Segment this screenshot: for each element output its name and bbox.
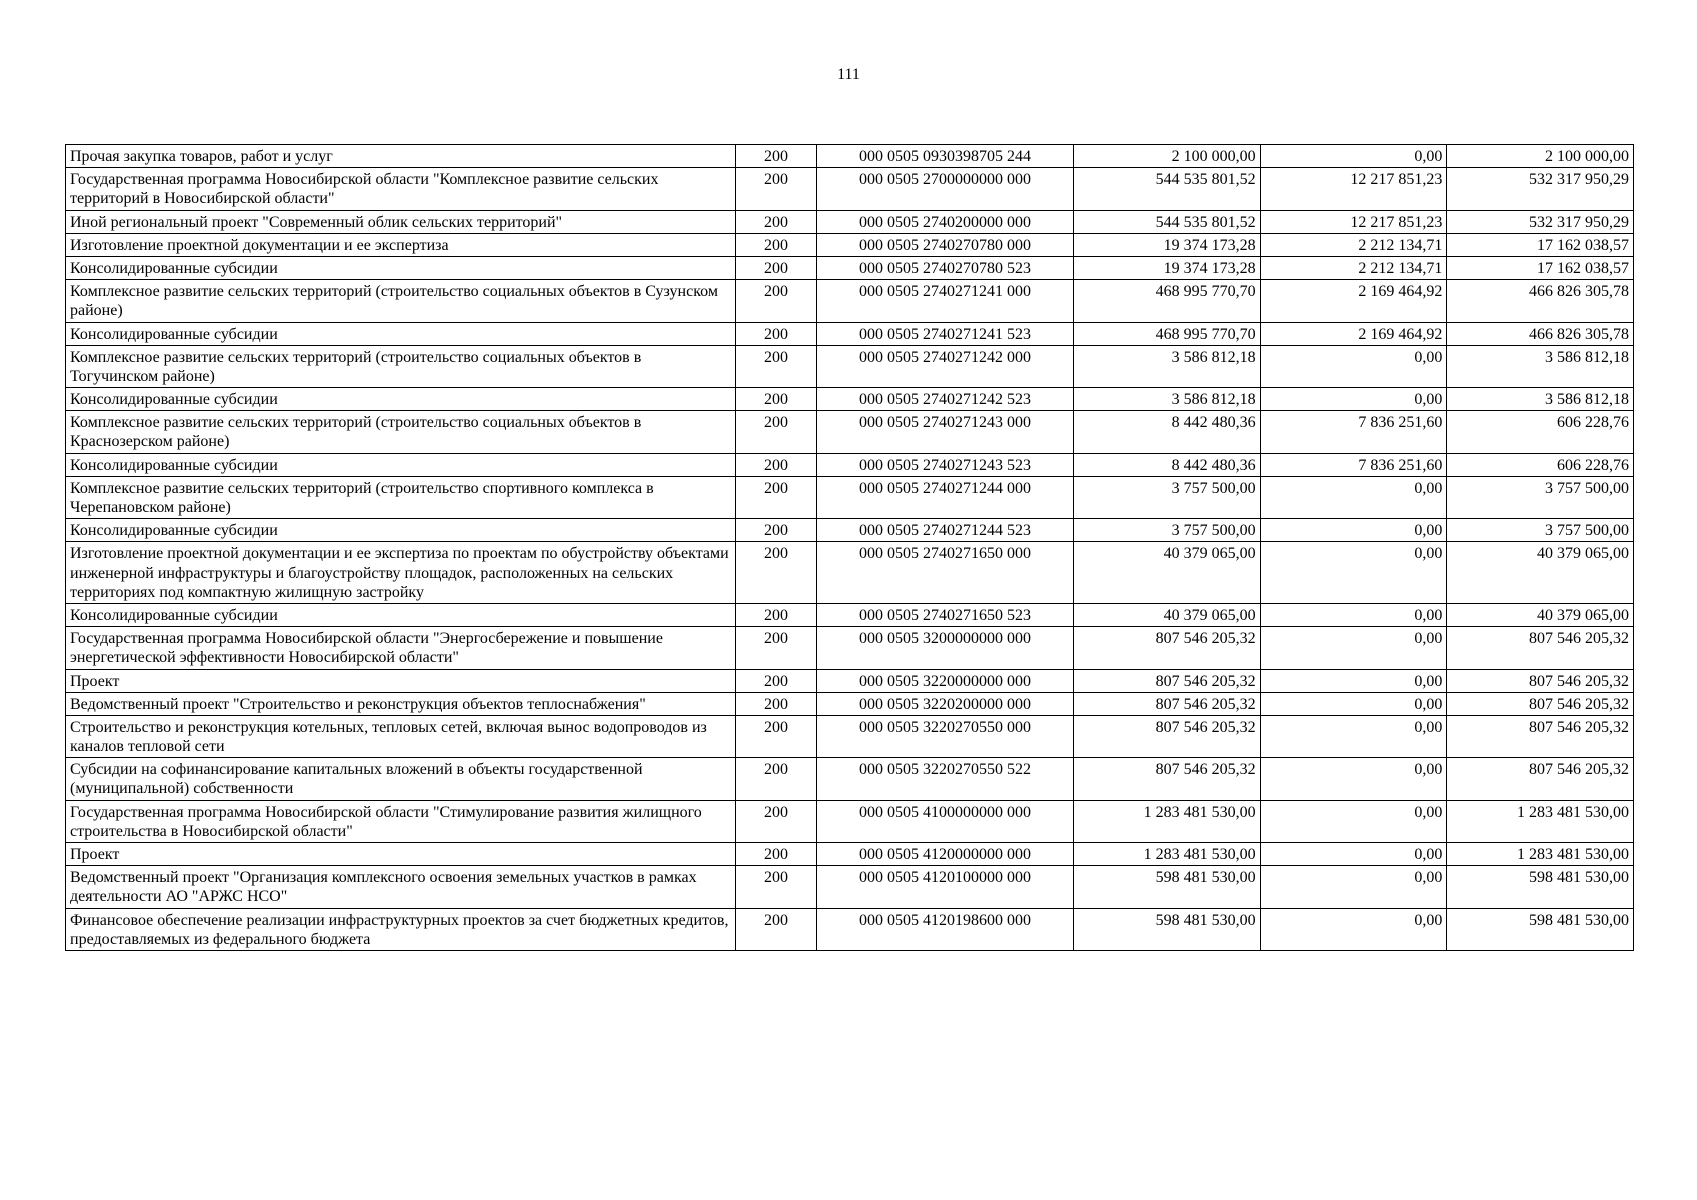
cell-line-code: 200: [736, 908, 817, 950]
cell-item-name: Государственная программа Новосибирской области "Комплексное развитие сельских территорий в Новосибирской области": [66, 168, 736, 210]
table-row: [66, 715, 1634, 757]
cell-unexecuted-amount: 17 162 038,57: [1447, 256, 1634, 279]
cell-classification-code: 000 0505 3200000000 000: [817, 627, 1074, 669]
cell-item-name: Консолидированные субсидии: [66, 603, 736, 626]
cell-approved-amount: 468 995 770,70: [1074, 280, 1261, 322]
cell-classification-code: 000 0505 2740271241 523: [817, 322, 1074, 345]
cell-executed-amount: 0,00: [1260, 388, 1447, 411]
cell-line-code: 200: [736, 866, 817, 908]
cell-item-name: Консолидированные субсидии: [66, 256, 736, 279]
table-row: [66, 908, 1634, 950]
cell-unexecuted-amount: 532 317 950,29: [1447, 210, 1634, 233]
cell-item-name: Государственная программа Новосибирской области "Стимулирование развития жилищного строительства в Новосибирской области": [66, 800, 736, 842]
cell-approved-amount: 3 586 812,18: [1074, 345, 1261, 387]
cell-unexecuted-amount: 466 826 305,78: [1447, 322, 1634, 345]
table-row: [66, 758, 1634, 800]
cell-executed-amount: 0,00: [1260, 542, 1447, 604]
table-row: [66, 145, 1634, 168]
cell-executed-amount: 0,00: [1260, 866, 1447, 908]
cell-line-code: 200: [736, 843, 817, 866]
cell-classification-code: 000 0505 2740271243 000: [817, 411, 1074, 453]
cell-unexecuted-amount: 1 283 481 530,00: [1447, 843, 1634, 866]
cell-approved-amount: 598 481 530,00: [1074, 866, 1261, 908]
cell-item-name: Субсидии на софинансирование капитальных вложений в объекты государственной (муниципальной) собственности: [66, 758, 736, 800]
cell-executed-amount: 0,00: [1260, 908, 1447, 950]
cell-executed-amount: 0,00: [1260, 603, 1447, 626]
cell-executed-amount: 7 836 251,60: [1260, 453, 1447, 476]
table-row: [66, 519, 1634, 542]
cell-approved-amount: 807 546 205,32: [1074, 758, 1261, 800]
cell-classification-code: 000 0505 4120100000 000: [817, 866, 1074, 908]
page-number: 111: [837, 66, 860, 83]
cell-executed-amount: 0,00: [1260, 843, 1447, 866]
cell-approved-amount: 3 586 812,18: [1074, 388, 1261, 411]
cell-classification-code: 000 0505 2700000000 000: [817, 168, 1074, 210]
cell-line-code: 200: [736, 256, 817, 279]
cell-executed-amount: 0,00: [1260, 519, 1447, 542]
table-row: [66, 866, 1634, 908]
cell-executed-amount: 0,00: [1260, 758, 1447, 800]
cell-line-code: 200: [736, 233, 817, 256]
cell-classification-code: 000 0505 2740270780 523: [817, 256, 1074, 279]
cell-line-code: 200: [736, 669, 817, 692]
cell-item-name: Прочая закупка товаров, работ и услуг: [66, 145, 736, 168]
cell-classification-code: 000 0505 2740271242 000: [817, 345, 1074, 387]
cell-line-code: 200: [736, 758, 817, 800]
cell-item-name: Ведомственный проект "Организация комплексного освоения земельных участков в рамках деятельности АО "АРЖС НСО": [66, 866, 736, 908]
cell-line-code: 200: [736, 800, 817, 842]
cell-line-code: 200: [736, 322, 817, 345]
cell-classification-code: 000 0505 2740200000 000: [817, 210, 1074, 233]
cell-line-code: 200: [736, 210, 817, 233]
cell-classification-code: 000 0505 2740271244 000: [817, 476, 1074, 518]
table-row: [66, 168, 1634, 210]
cell-executed-amount: 0,00: [1260, 145, 1447, 168]
cell-classification-code: 000 0505 2740271241 000: [817, 280, 1074, 322]
cell-executed-amount: 2 212 134,71: [1260, 233, 1447, 256]
cell-approved-amount: 19 374 173,28: [1074, 233, 1261, 256]
cell-line-code: 200: [736, 715, 817, 757]
cell-unexecuted-amount: 40 379 065,00: [1447, 603, 1634, 626]
cell-unexecuted-amount: 807 546 205,32: [1447, 758, 1634, 800]
table-row: [66, 843, 1634, 866]
cell-approved-amount: 807 546 205,32: [1074, 669, 1261, 692]
budget-execution-table: [65, 144, 1634, 951]
cell-unexecuted-amount: 606 228,76: [1447, 411, 1634, 453]
cell-executed-amount: 0,00: [1260, 476, 1447, 518]
cell-unexecuted-amount: 1 283 481 530,00: [1447, 800, 1634, 842]
cell-unexecuted-amount: 2 100 000,00: [1447, 145, 1634, 168]
cell-line-code: 200: [736, 345, 817, 387]
cell-approved-amount: 8 442 480,36: [1074, 453, 1261, 476]
cell-approved-amount: 598 481 530,00: [1074, 908, 1261, 950]
cell-unexecuted-amount: 3 757 500,00: [1447, 519, 1634, 542]
cell-approved-amount: 468 995 770,70: [1074, 322, 1261, 345]
cell-item-name: Консолидированные субсидии: [66, 388, 736, 411]
table-row: [66, 669, 1634, 692]
cell-item-name: Изготовление проектной документации и ее экспертиза: [66, 233, 736, 256]
cell-line-code: 200: [736, 603, 817, 626]
cell-executed-amount: 0,00: [1260, 627, 1447, 669]
cell-executed-amount: 2 169 464,92: [1260, 280, 1447, 322]
cell-unexecuted-amount: 466 826 305,78: [1447, 280, 1634, 322]
cell-line-code: 200: [736, 411, 817, 453]
cell-classification-code: 000 0505 0930398705 244: [817, 145, 1074, 168]
cell-unexecuted-amount: 3 586 812,18: [1447, 345, 1634, 387]
cell-unexecuted-amount: 807 546 205,32: [1447, 669, 1634, 692]
cell-item-name: Иной региональный проект "Современный облик сельских территорий": [66, 210, 736, 233]
cell-unexecuted-amount: 598 481 530,00: [1447, 908, 1634, 950]
cell-classification-code: 000 0505 2740271650 000: [817, 542, 1074, 604]
cell-approved-amount: 40 379 065,00: [1074, 542, 1261, 604]
cell-classification-code: 000 0505 3220000000 000: [817, 669, 1074, 692]
table-row: [66, 542, 1634, 604]
cell-line-code: 200: [736, 692, 817, 715]
cell-item-name: Строительство и реконструкция котельных, тепловых сетей, включая вынос водопроводов из каналов тепловой сети: [66, 715, 736, 757]
cell-item-name: Государственная программа Новосибирской области "Энергосбережение и повышение энергетической эффективности Новосибирской области": [66, 627, 736, 669]
cell-line-code: 200: [736, 476, 817, 518]
cell-item-name: Финансовое обеспечение реализации инфраструктурных проектов за счет бюджетных кредитов, предоставляемых из федерального бюджета: [66, 908, 736, 950]
table-row: [66, 233, 1634, 256]
cell-classification-code: 000 0505 2740271242 523: [817, 388, 1074, 411]
cell-approved-amount: 3 757 500,00: [1074, 519, 1261, 542]
cell-approved-amount: 40 379 065,00: [1074, 603, 1261, 626]
table-row: [66, 603, 1634, 626]
cell-approved-amount: 807 546 205,32: [1074, 692, 1261, 715]
cell-item-name: Комплексное развитие сельских территорий (строительство социальных объектов в Тогучинском районе): [66, 345, 736, 387]
cell-unexecuted-amount: 3 586 812,18: [1447, 388, 1634, 411]
table-row: [66, 800, 1634, 842]
cell-line-code: 200: [736, 145, 817, 168]
table-row: [66, 476, 1634, 518]
cell-classification-code: 000 0505 3220200000 000: [817, 692, 1074, 715]
cell-unexecuted-amount: 807 546 205,32: [1447, 715, 1634, 757]
cell-executed-amount: 0,00: [1260, 669, 1447, 692]
cell-unexecuted-amount: 807 546 205,32: [1447, 692, 1634, 715]
cell-unexecuted-amount: 17 162 038,57: [1447, 233, 1634, 256]
table-row: [66, 411, 1634, 453]
cell-executed-amount: 12 217 851,23: [1260, 210, 1447, 233]
cell-classification-code: 000 0505 2740271650 523: [817, 603, 1074, 626]
cell-line-code: 200: [736, 627, 817, 669]
table-body: [66, 145, 1634, 951]
table-row: [66, 210, 1634, 233]
cell-approved-amount: 2 100 000,00: [1074, 145, 1261, 168]
cell-unexecuted-amount: 598 481 530,00: [1447, 866, 1634, 908]
cell-line-code: 200: [736, 168, 817, 210]
cell-classification-code: 000 0505 4100000000 000: [817, 800, 1074, 842]
cell-line-code: 200: [736, 453, 817, 476]
cell-approved-amount: 1 283 481 530,00: [1074, 800, 1261, 842]
cell-unexecuted-amount: 807 546 205,32: [1447, 627, 1634, 669]
table-row: [66, 627, 1634, 669]
cell-classification-code: 000 0505 2740271244 523: [817, 519, 1074, 542]
cell-line-code: 200: [736, 542, 817, 604]
cell-item-name: Проект: [66, 669, 736, 692]
cell-classification-code: 000 0505 2740271243 523: [817, 453, 1074, 476]
cell-item-name: Консолидированные субсидии: [66, 322, 736, 345]
table-row: [66, 453, 1634, 476]
cell-unexecuted-amount: 40 379 065,00: [1447, 542, 1634, 604]
table-row: [66, 388, 1634, 411]
cell-line-code: 200: [736, 519, 817, 542]
cell-executed-amount: 2 212 134,71: [1260, 256, 1447, 279]
cell-approved-amount: 807 546 205,32: [1074, 627, 1261, 669]
cell-item-name: Изготовление проектной документации и ее экспертиза по проектам по обустройству объектами инженерной инфраструктуры и благоустройству площадок, расположенных на сельских территориях под компактную жилищную застройку: [66, 542, 736, 604]
cell-classification-code: 000 0505 3220270550 000: [817, 715, 1074, 757]
cell-executed-amount: 0,00: [1260, 715, 1447, 757]
cell-classification-code: 000 0505 2740270780 000: [817, 233, 1074, 256]
cell-line-code: 200: [736, 280, 817, 322]
cell-executed-amount: 7 836 251,60: [1260, 411, 1447, 453]
cell-executed-amount: 0,00: [1260, 692, 1447, 715]
cell-item-name: Проект: [66, 843, 736, 866]
cell-approved-amount: 19 374 173,28: [1074, 256, 1261, 279]
cell-approved-amount: 8 442 480,36: [1074, 411, 1261, 453]
cell-unexecuted-amount: 3 757 500,00: [1447, 476, 1634, 518]
table-row: [66, 280, 1634, 322]
cell-executed-amount: 0,00: [1260, 345, 1447, 387]
cell-approved-amount: 3 757 500,00: [1074, 476, 1261, 518]
cell-item-name: Консолидированные субсидии: [66, 453, 736, 476]
cell-item-name: Комплексное развитие сельских территорий (строительство социальных объектов в Краснозерском районе): [66, 411, 736, 453]
cell-item-name: Консолидированные субсидии: [66, 519, 736, 542]
cell-item-name: Комплексное развитие сельских территорий (строительство социальных объектов в Сузунском районе): [66, 280, 736, 322]
cell-classification-code: 000 0505 4120198600 000: [817, 908, 1074, 950]
cell-executed-amount: 12 217 851,23: [1260, 168, 1447, 210]
cell-approved-amount: 544 535 801,52: [1074, 168, 1261, 210]
cell-approved-amount: 544 535 801,52: [1074, 210, 1261, 233]
table-row: [66, 345, 1634, 387]
cell-executed-amount: 2 169 464,92: [1260, 322, 1447, 345]
table-row: [66, 256, 1634, 279]
table-row: [66, 322, 1634, 345]
cell-classification-code: 000 0505 4120000000 000: [817, 843, 1074, 866]
cell-line-code: 200: [736, 388, 817, 411]
cell-executed-amount: 0,00: [1260, 800, 1447, 842]
cell-item-name: Ведомственный проект "Строительство и реконструкция объектов теплоснабжения": [66, 692, 736, 715]
cell-approved-amount: 807 546 205,32: [1074, 715, 1261, 757]
cell-unexecuted-amount: 532 317 950,29: [1447, 168, 1634, 210]
table-row: [66, 692, 1634, 715]
cell-classification-code: 000 0505 3220270550 522: [817, 758, 1074, 800]
cell-unexecuted-amount: 606 228,76: [1447, 453, 1634, 476]
cell-approved-amount: 1 283 481 530,00: [1074, 843, 1261, 866]
cell-item-name: Комплексное развитие сельских территорий (строительство спортивного комплекса в Черепановском районе): [66, 476, 736, 518]
